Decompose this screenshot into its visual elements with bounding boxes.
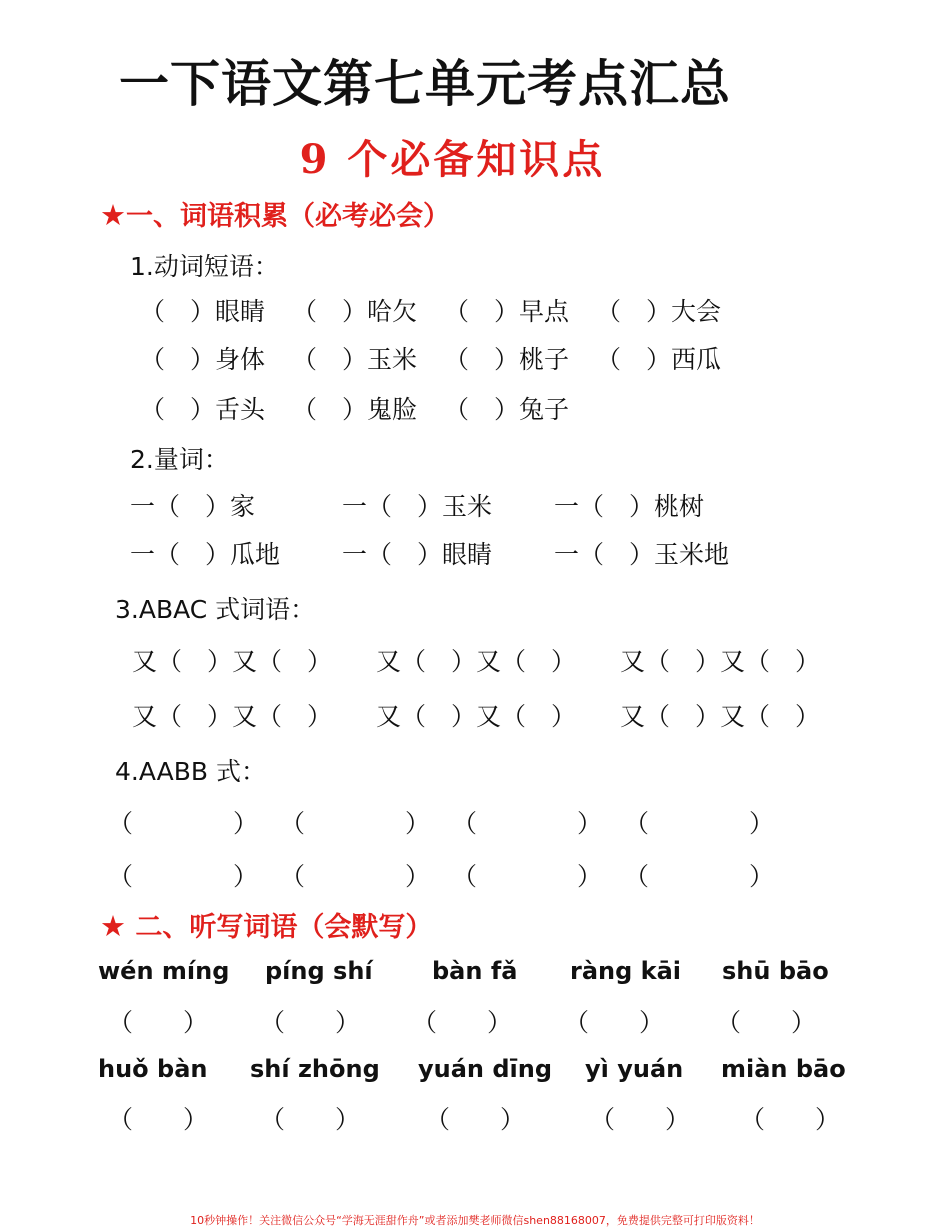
blank-item: （ ） [412,1008,513,1037]
aabb-item: （ ） [452,862,603,891]
blank-item: （ ） [260,1105,361,1134]
blank-item: （ ） [108,1105,209,1134]
abac-item: 又（ ）又（ ） [132,702,333,731]
abac-row-1 [132,642,864,678]
pinyin-item: yì yuán [585,1055,684,1083]
measure-item: 一（ ）瓜地 [130,540,281,569]
verb-item: （ ）舌头 [140,395,266,424]
measure-item: 一（ ）桃树 [554,492,705,521]
aabb-item: （ ） [624,809,775,838]
abac-item: 又（ ）又（ ） [620,702,821,731]
aabb-heading: 4.AABB 式： [115,757,267,786]
section-2-title: 二、听写词语（会默写） [126,912,433,943]
verb-item: （ ）身体 [140,345,266,374]
abac-heading: 3.ABAC 式词语： [115,595,316,624]
verb-item: （ ）眼睛 [140,297,266,326]
verb-item: （ ）早点 [444,297,570,326]
pinyin-row-2 [98,1055,846,1083]
aabb-item: （ ） [108,809,259,838]
measure-item: 一（ ）玉米地 [554,540,730,569]
aabb-item: （ ） [108,862,259,891]
blank-item: （ ） [716,1008,817,1037]
verb-item: （ ）哈欠 [292,297,418,326]
verb-row-1 [140,292,748,328]
blank-item: （ ） [564,1008,665,1037]
verb-phrase-heading: 1.动词短语： [130,252,279,281]
verb-row-3 [140,390,596,426]
pinyin-item: shí zhōng [250,1055,380,1083]
verb-item: （ ）鬼脸 [292,395,418,424]
pinyin-item: yuán dīng [418,1055,553,1083]
blank-item: （ ） [425,1105,526,1134]
aabb-item: （ ） [280,862,431,891]
aabb-item: （ ） [624,862,775,891]
section-2-heading [100,905,432,944]
page-subtitle: 9 个必备知识点 [299,136,606,183]
measure-word-heading: 2.量词： [130,445,229,474]
footer-note: 10秒钟操作！关注微信公众号“学海无涯甜作舟”或者添加樊老师微信shen88168007，免费提供完整可打印版资料！ [190,1214,760,1227]
blank-item: （ ） [108,1008,209,1037]
abac-item: 又（ ）又（ ） [376,702,577,731]
measure-item: 一（ ）玉米 [342,492,493,521]
measure-row-2 [130,535,766,571]
pinyin-row-1 [98,957,842,985]
verb-row-2 [140,340,748,376]
abac-item: 又（ ）又（ ） [376,647,577,676]
verb-item: （ ）大会 [596,297,722,326]
abac-item: 又（ ）又（ ） [132,647,333,676]
blank-item: （ ） [740,1105,841,1134]
page-title: 一下语文第七单元考点汇总 [119,54,731,113]
star-icon: ★ [100,198,126,232]
blank-item: （ ） [260,1008,361,1037]
verb-item: （ ）兔子 [444,395,570,424]
pinyin-item: shū bāo [722,957,829,985]
measure-item: 一（ ）家 [130,492,256,521]
verb-item: （ ）桃子 [444,345,570,374]
blank-item: （ ） [590,1105,691,1134]
aabb-row-2 [108,857,796,893]
verb-item: （ ）西瓜 [596,345,722,374]
pinyin-item: píng shí [265,957,373,985]
abac-row-2 [132,697,864,733]
pinyin-item: bàn fǎ [432,957,518,985]
pinyin-item: wén míng [98,957,230,985]
star-icon: ★ [100,909,126,943]
aabb-item: （ ） [452,809,603,838]
pinyin-item: ràng kāi [570,957,682,985]
aabb-item: （ ） [280,809,431,838]
section-1-heading [100,194,450,233]
pinyin-item: huǒ bàn [98,1055,208,1083]
blank-row-2 [108,1100,860,1136]
section-1-title: 一、词语积累（必考必会） [126,201,450,232]
aabb-row-1 [108,804,796,840]
abac-item: 又（ ）又（ ） [620,647,821,676]
blank-row-1 [108,1003,836,1039]
verb-item: （ ）玉米 [292,345,418,374]
measure-item: 一（ ）眼睛 [342,540,493,569]
measure-row-1 [130,487,766,523]
pinyin-item: miàn bāo [721,1055,846,1083]
